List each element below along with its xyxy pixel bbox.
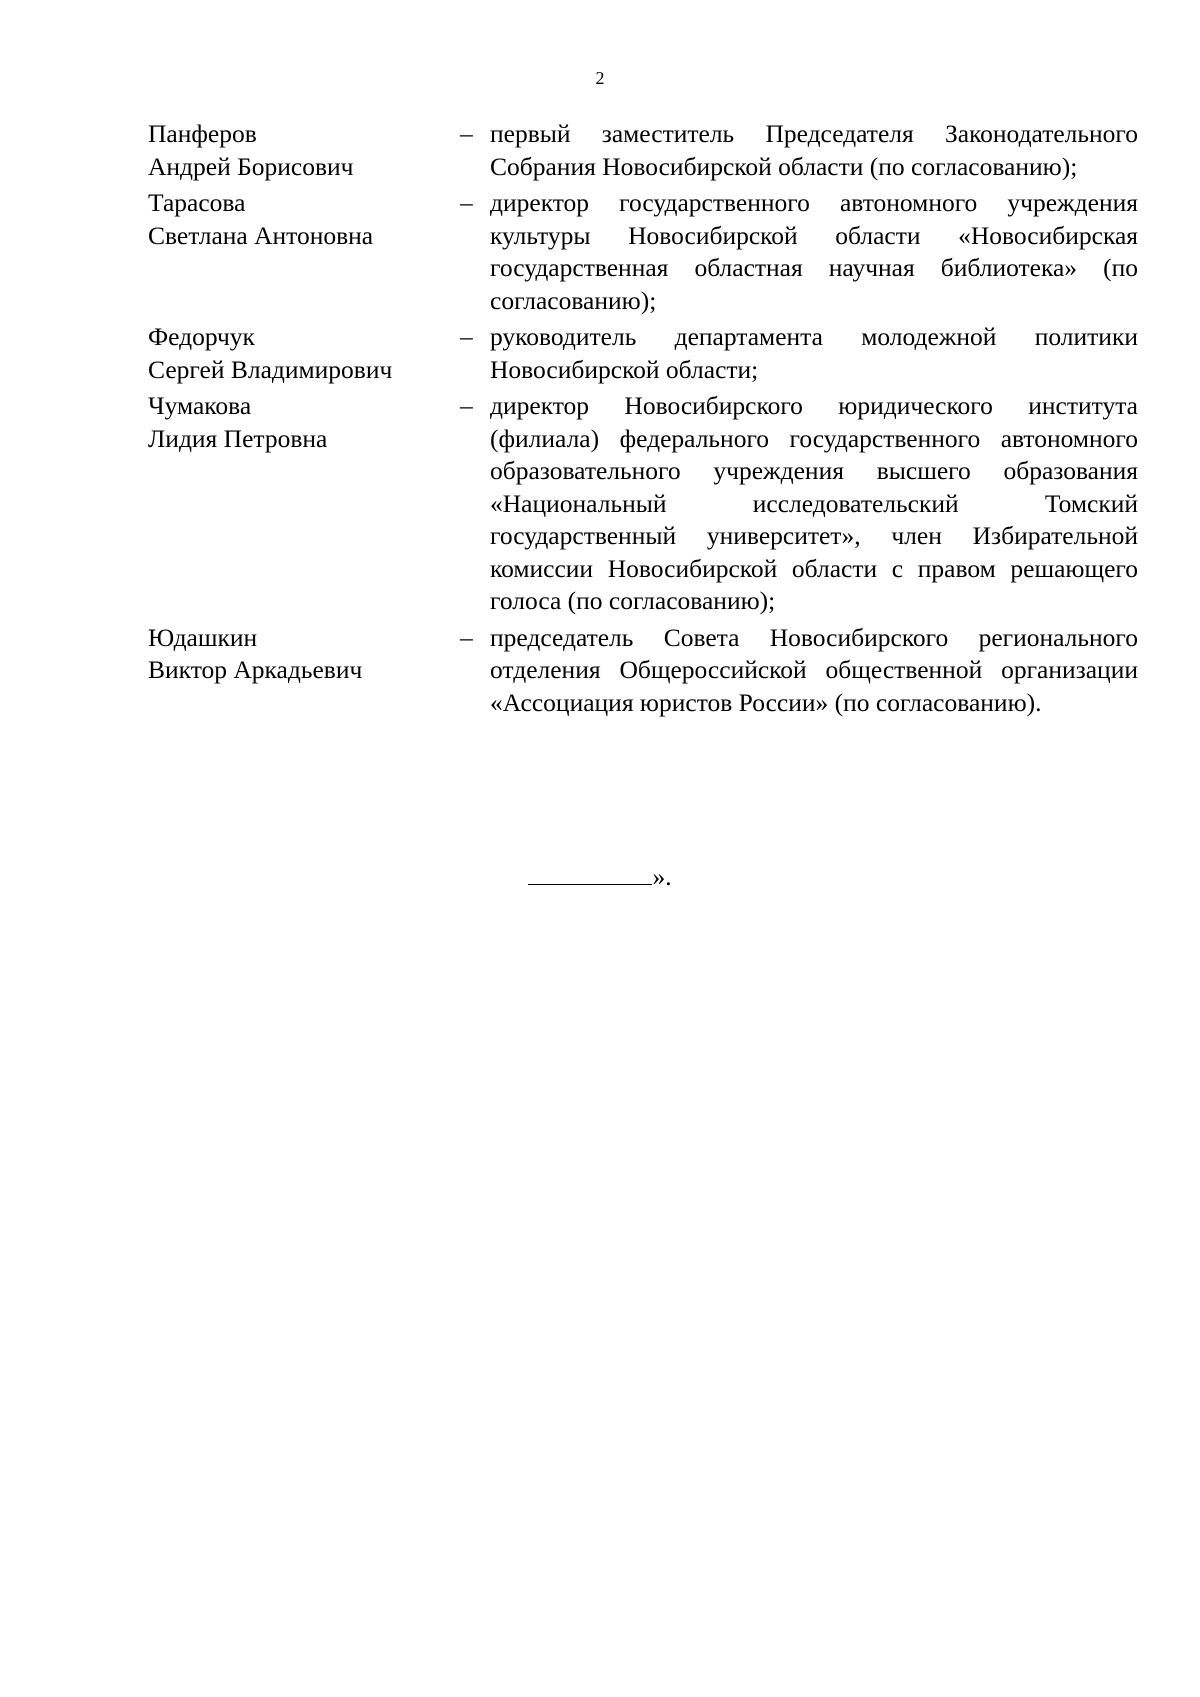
member-role: первый заместитель Председателя Законодательного Собрания Новосибирской области (по согласованию); <box>490 119 1138 181</box>
member-given-names: Андрей Борисович <box>148 151 354 181</box>
page-number: 2 <box>595 68 605 88</box>
member-role: директор государственного автономного учреждения культуры Новосибирской области «Новосибирская государственная областная научная библиотека» (по согласованию); <box>490 188 1138 315</box>
member-surname: Юдашкин <box>148 622 258 652</box>
member-dash: – <box>460 188 473 217</box>
member-given-names: Светлана Антоновна <box>148 220 374 250</box>
member-name <box>148 187 448 252</box>
member-name <box>148 622 448 687</box>
member-name <box>148 321 448 386</box>
member-surname: Панферов <box>148 119 257 148</box>
member-entry <box>148 622 1138 720</box>
member-entry <box>148 118 1138 183</box>
member-dash: – <box>460 322 473 351</box>
member-surname: Федорчук <box>148 322 255 351</box>
member-name <box>148 118 448 183</box>
member-given-names: Виктор Аркадьевич <box>148 655 363 684</box>
closing-quote: ». <box>652 862 672 891</box>
member-dash: – <box>460 391 473 420</box>
member-entry <box>148 390 1138 618</box>
closing-mark <box>0 860 1200 893</box>
member-role: председатель Совета Новосибирского регионального отделения Общероссийской общественной организации «Ассоциация юристов России» (по согласованию). <box>490 622 1138 717</box>
member-role: директор Новосибирского юридического института (филиала) федерального государственного автономного образовательного учреждения высшего образования «Национальный исследовательский Томский государственный университет», член Избирательной комиссии Новосибирской области с правом решающего голоса (по согласованию); <box>490 391 1138 615</box>
member-dash: – <box>460 622 473 652</box>
member-given-names: Сергей Владимирович <box>148 354 393 384</box>
member-name <box>148 390 448 455</box>
member-role: руководитель департамента молодежной политики Новосибирской области; <box>490 322 1138 384</box>
member-entry <box>148 187 1138 317</box>
member-given-names: Лидия Петровна <box>148 423 328 453</box>
member-surname: Тарасова <box>148 188 246 217</box>
closing-underline <box>528 860 652 885</box>
member-list <box>148 118 1138 719</box>
member-dash: – <box>460 119 473 148</box>
member-entry <box>148 321 1138 386</box>
member-surname: Чумакова <box>148 391 252 420</box>
